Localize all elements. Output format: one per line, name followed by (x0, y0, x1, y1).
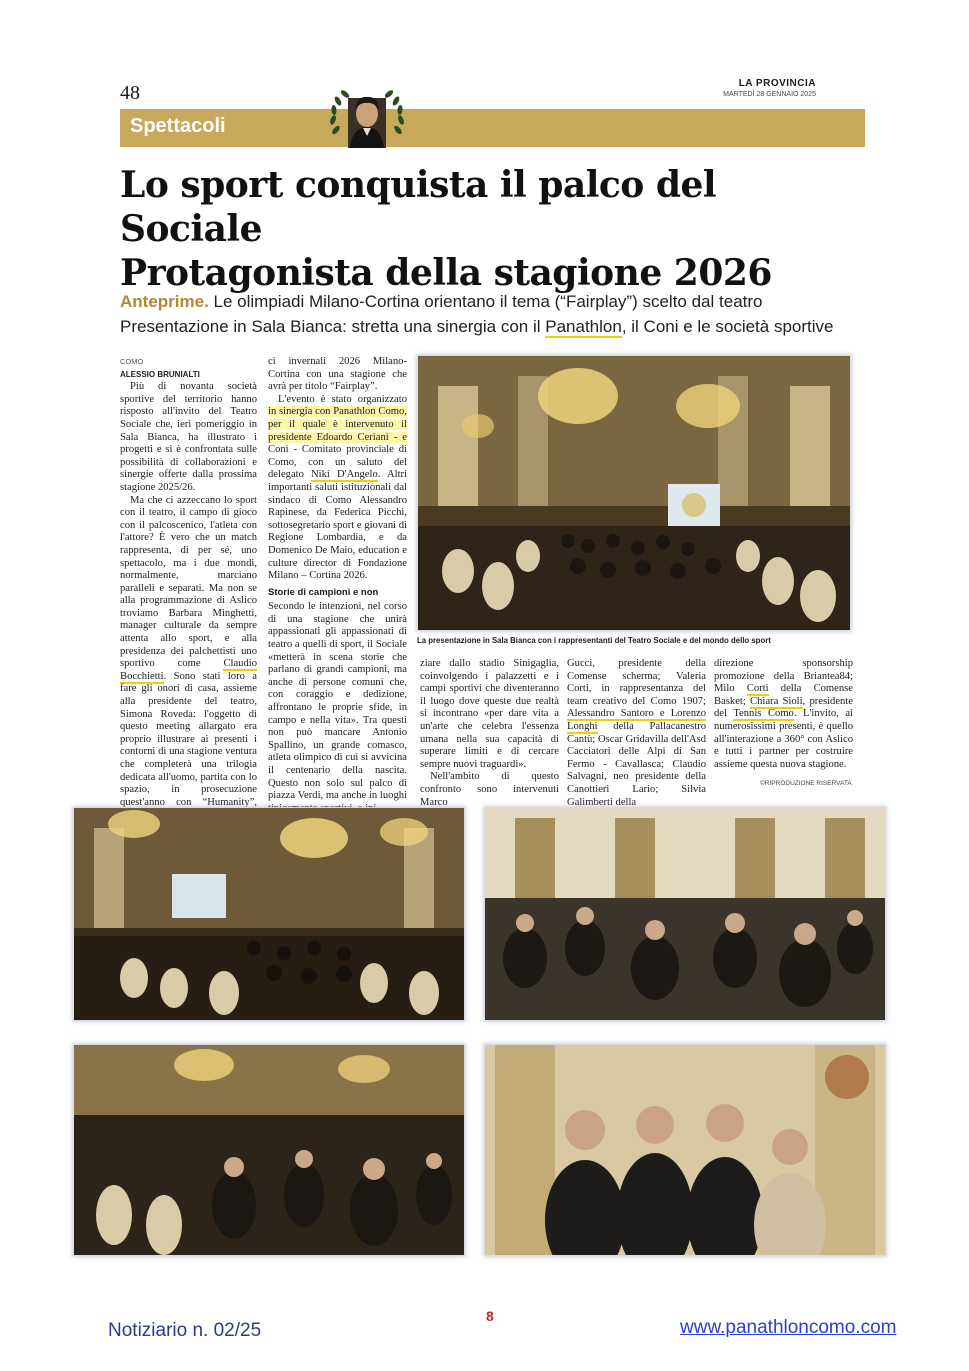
website-link[interactable]: www.panathloncomo.com (680, 1317, 897, 1338)
paragraph (714, 658, 853, 771)
event-photo-hall-wide (74, 808, 464, 1020)
newspaper-masthead (690, 78, 816, 98)
paragraph: Più di novanta società sportive del territorio hanno risposto all'invito del Teatro Sociale che, ieri pomeriggio in Sala Bianca, ha illustrato i progetti e si è confrontata sulle possibilità di collaborazioni e sinergie offerte dalla prossima stagione 2025/26. (120, 381, 257, 493)
highlighted-name: Niki D'Angelo (311, 469, 378, 481)
text: della Pallacanestro Cantù; Oscar Gridavilla dell'Asd Cacciatori delle Alpi di San Fermo - Cavallasca; Claudio Salvagni, neo presidente della Canottieri Lario; Silvia Galimberti della (567, 720, 706, 808)
paragraph (567, 658, 706, 809)
copyright-note: ©RIPRODUZIONE RISERVATA (760, 780, 852, 787)
highlighted-text: in sinergia con Panathlon Como, per il quale è intervenuto il presidente Edoardo Ceriani - e (268, 406, 407, 443)
author-name: ALESSIO BRUNIALTI (120, 369, 200, 379)
article-column-5 (714, 658, 853, 771)
main-photo-sala-bianca (418, 356, 850, 630)
section-bar (120, 109, 865, 147)
photo-caption: La presentazione in Sala Bianca con i rappresentanti del Teatro Sociale e del mondo dello sport (417, 636, 771, 645)
kicker: Anteprime. (120, 292, 209, 311)
headline-line-1: Lo sport conquista il palco del Sociale (120, 164, 717, 250)
text: della Comense Basket; (714, 683, 853, 707)
section-label: Spettacoli (130, 115, 226, 137)
byline-place: COMO (120, 357, 144, 366)
subhead-text-1: Le olimpiadi Milano-Cortina orientano il tema (“Fairplay”) scelto dal teatro (213, 292, 763, 311)
article-headline (120, 163, 865, 295)
text: . Altri importanti saluti istituzionali dal sindaco di Como Alessandro Rapinese, da Federica Picchi, sottosegretario sport e giovani di Regione Lombardia, e da Domenico De Maio, education e culture director di Fondazione Milano – Cortina 2026. (268, 469, 407, 582)
highlighted-name: Claudio Bocchietti (120, 658, 257, 682)
newsletter-issue: Notiziario n. 02/25 (108, 1320, 262, 1341)
paragraph (120, 495, 257, 848)
text: Ma che ci azzeccano lo sport con il teatro, il campo di gioco con il palcoscenico, l'atleta con l'attore? È vero che un match rappresenta, di per sé, uno spettacolo, ma i due mondi, normalmente, marciano paralleli e separati. Ma non se alla programmazione di Aslico troviamo Barbara Minghetti, manager culturale da sempre attenta allo sport, e alla presidenza dei palchettisti uno sportivo come (120, 494, 257, 670)
subhead-highlight: Panathlon (545, 317, 622, 336)
article-column-3 (420, 658, 559, 809)
event-photo-audience (485, 808, 885, 1020)
paragraph: Secondo le intenzioni, nel corso di una stagione che unirà appassionati gli appassionati di teatro a quelli di sport, il Sociale «metterà in scena storie che parlano di grandi campioni, ma anche di persone comuni che, con coraggio e dedizione, affrontano le proprie sfide, in campo e nella vita». Tra questi non può mancare Antonio Spallino, un grande comasco, atleta olimpico di cui si avvicina il centenario della nascita. Questo non solo sul palco di piazza Verdi, ma anche in luoghi (268, 601, 407, 802)
text: L'evento è stato organizzato (278, 393, 407, 405)
text: , presidente del (714, 695, 853, 720)
subhead-text-2: Presentazione in Sala Bianca: stretta una sinergia con il (120, 317, 546, 336)
newsletter-page-number: 8 (486, 1308, 494, 1324)
article-column-4 (567, 658, 706, 809)
highlighted-name: Chiara Sioli (750, 695, 803, 707)
subtitle: Storie di campioni e non (268, 586, 379, 598)
masthead-title: LA PROVINCIA (738, 78, 816, 89)
highlighted-names: Alessandro Santoro e Lorenzo Longhi (567, 708, 706, 732)
text: Coni - Comitato provinciale di Como, con un saluto del delegato (268, 444, 407, 481)
article-column-1 (120, 356, 257, 847)
byline-author (120, 369, 257, 382)
highlighted-name: Tennis Como (733, 708, 794, 720)
paragraph (268, 394, 407, 583)
event-photo-seated-guests (74, 1045, 464, 1255)
text: . L'invito, ai numerosissimi presenti, è quello all'interazione a 360° con Aslico e tutti i partner per costruire assieme questa nuova stagione. (714, 708, 853, 770)
paragraph: Nell'ambito di questo confronto sono intervenuti Marco (420, 771, 559, 808)
laurel-portrait-logo (322, 84, 412, 148)
subhead-text-3: , il Coni e le società sportive (621, 317, 834, 336)
article-column-2 (268, 356, 407, 815)
paragraph: ci invernali 2026 Milano-Cortina con una stagione che avrà per titolo “Fairplay”. (268, 356, 407, 393)
text: . Sono stati loro a fare gli onori di casa, assieme alla presidente del teatro, Simona Roveda: l'oggetto di questo meeting allargato era proprio illustrare ai presenti i contorni di una stagione ventura che completerà una trilogia dedicata all'uomo, partita con lo spazio, in prosecuzione quest'anno con “Humanity”, (120, 670, 257, 808)
text: Gucci, presidente della Comense scherma; Valeria Corti, in rappresentanza del team creativo del Como 1907; (567, 658, 706, 707)
text: direzione sponsorship promozione della Briantea84; Milo (714, 658, 853, 695)
paragraph: ziare dallo stadio Sinigaglia, coinvolgendo i palazzetti e i campi sportivi che diventeranno il luogo dove queste due realtà si incontrano «per dare vita a un'arte che celebra l'essenza umana nella sua capacità di superare limiti e di cercare sempre nuovi traguardi». (420, 658, 559, 770)
article-subhead (120, 289, 870, 339)
headline-line-2: Protagonista della stagione 2026 (120, 252, 772, 294)
masthead-date: MARTEDÌ 28 GENNAIO 2025 (723, 91, 816, 98)
event-photo-group-portrait (485, 1045, 885, 1255)
highlighted-name: Corti (746, 683, 769, 695)
page-number: 48 (120, 82, 140, 104)
